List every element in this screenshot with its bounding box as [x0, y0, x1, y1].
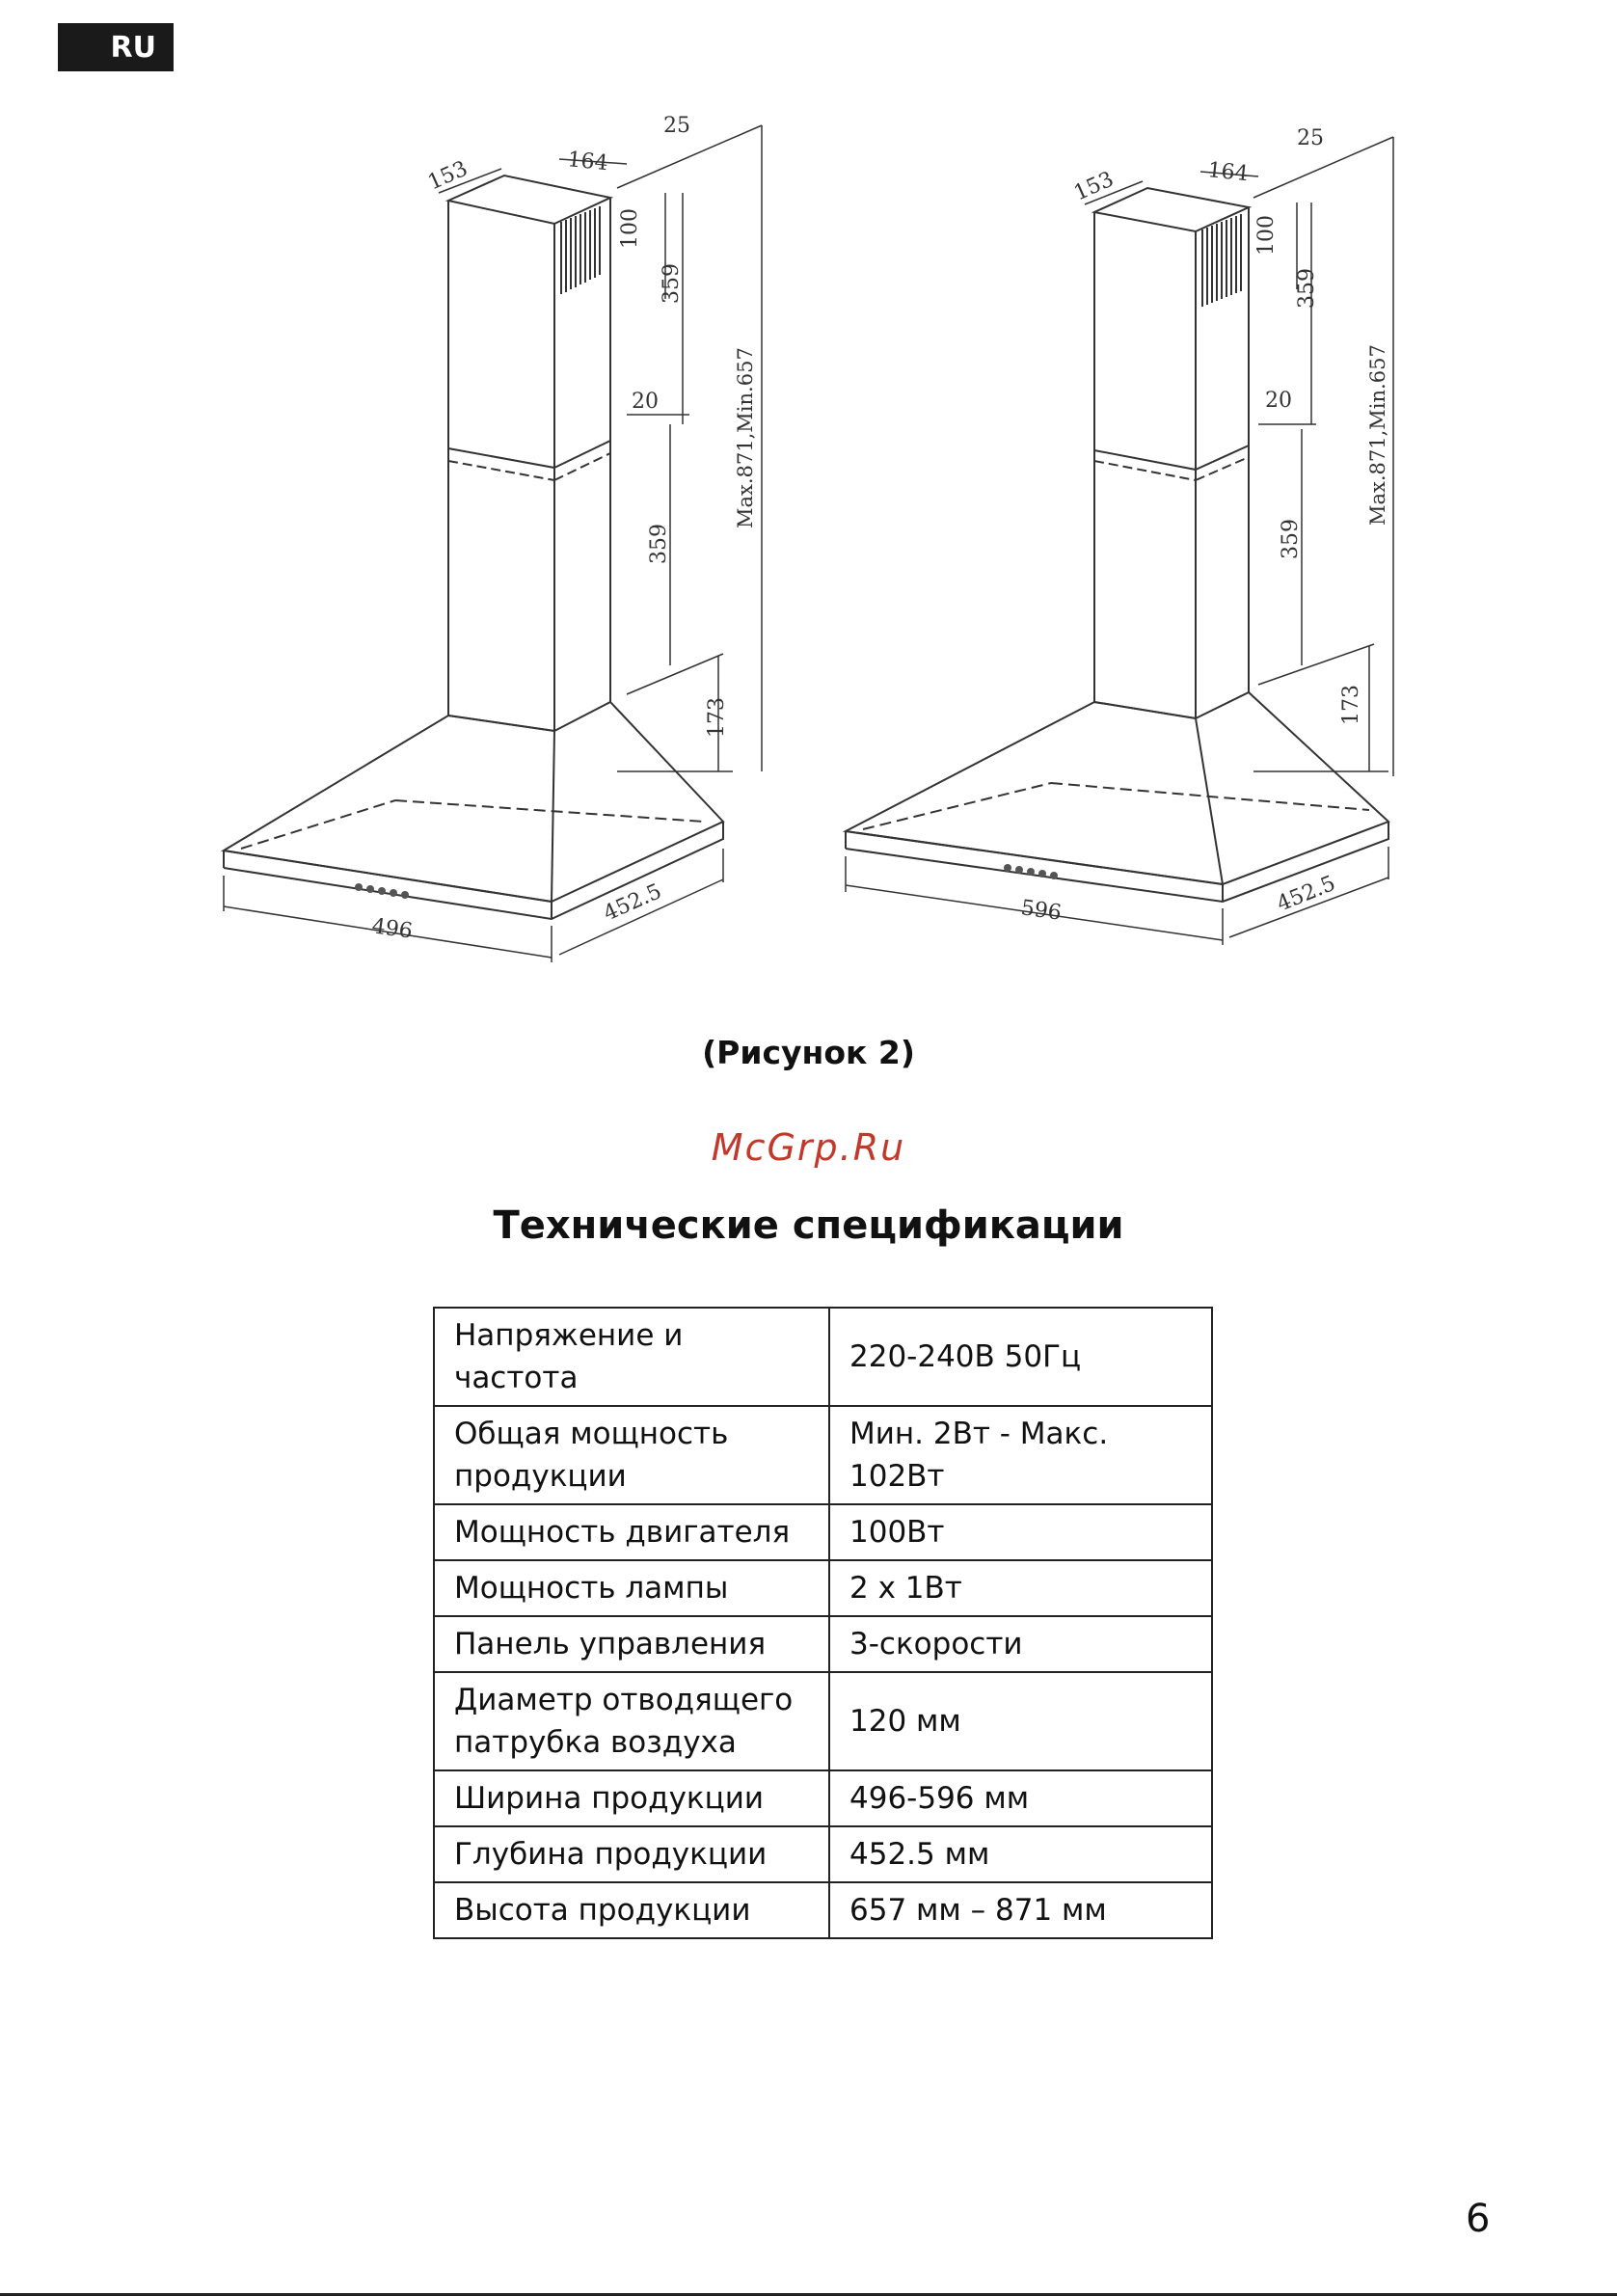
- table-row: [434, 1560, 1212, 1616]
- table-row: [434, 1616, 1212, 1672]
- spec-value: 2 x 1Вт: [829, 1560, 1212, 1616]
- table-row: [434, 1826, 1212, 1882]
- spec-label: Мощность лампы: [434, 1560, 829, 1616]
- right-total-height-label: Max.871,Min.657: [1366, 344, 1389, 526]
- figure-caption: (Рисунок 2): [702, 1034, 915, 1071]
- left-offset-label: 25: [663, 114, 690, 138]
- right-offset-label: 25: [1297, 126, 1324, 150]
- left-depth-label: 452.5: [600, 879, 665, 927]
- spec-label: Высота продукции: [434, 1882, 829, 1938]
- spec-label: Ширина продукции: [434, 1770, 829, 1826]
- right-width-label: 596: [1019, 896, 1064, 926]
- spec-label: Глубина продукции: [434, 1826, 829, 1882]
- table-row: [434, 1882, 1212, 1938]
- spec-value: 220-240В 50Гц: [829, 1308, 1212, 1406]
- spec-value: 496-596 мм: [829, 1770, 1212, 1826]
- spec-value: 452.5 мм: [829, 1826, 1212, 1882]
- hood-right-drawing: [846, 137, 1393, 945]
- table-row: [434, 1770, 1212, 1826]
- spec-value: 657 мм – 871 мм: [829, 1882, 1212, 1938]
- spec-label: Панель управления: [434, 1616, 829, 1672]
- specs-title: Технические спецификации: [493, 1203, 1124, 1248]
- left-h1-label: 359: [660, 263, 684, 304]
- spec-value: 100Вт: [829, 1504, 1212, 1560]
- left-joint-label: 20: [632, 390, 659, 414]
- left-h2-label: 359: [647, 524, 671, 564]
- table-row: [434, 1406, 1212, 1504]
- spec-label: Мощность двигателя: [434, 1504, 829, 1560]
- right-h2-label: 359: [1279, 519, 1303, 559]
- left-top-depth-label: 153: [424, 156, 472, 196]
- page-number: 6: [1466, 2197, 1491, 2241]
- table-row: [434, 1308, 1212, 1406]
- specs-table: [433, 1307, 1213, 1939]
- spec-value: Мин. 2Вт - Макс. 102Вт: [829, 1406, 1212, 1504]
- watermark: McGrp.Ru: [711, 1126, 906, 1169]
- right-h1-label: 359: [1295, 268, 1319, 309]
- right-gap-label: 100: [1254, 215, 1279, 256]
- left-top-width-label: 164: [566, 148, 609, 176]
- language-badge: RU: [58, 23, 174, 71]
- left-width-label: 496: [370, 914, 415, 944]
- hood-left-drawing: [224, 125, 762, 962]
- spec-label: Напряжение и частота: [434, 1308, 829, 1406]
- left-base-height-label: 173: [705, 697, 729, 738]
- spec-label: Диаметр отводящего патрубка воздуха: [434, 1672, 829, 1770]
- left-gap-label: 100: [618, 208, 642, 249]
- spec-label: Общая мощность продукции: [434, 1406, 829, 1504]
- hood-drawings: [0, 0, 1617, 993]
- left-total-height-label: Max.871,Min.657: [734, 347, 757, 528]
- right-top-depth-label: 153: [1070, 167, 1118, 206]
- spec-value: 120 мм: [829, 1672, 1212, 1770]
- right-top-width-label: 164: [1206, 158, 1250, 187]
- table-row: [434, 1504, 1212, 1560]
- right-joint-label: 20: [1265, 389, 1292, 413]
- table-row: [434, 1672, 1212, 1770]
- right-base-height-label: 173: [1339, 685, 1363, 725]
- right-depth-label: 452.5: [1273, 871, 1339, 917]
- spec-value: 3-скорости: [829, 1616, 1212, 1672]
